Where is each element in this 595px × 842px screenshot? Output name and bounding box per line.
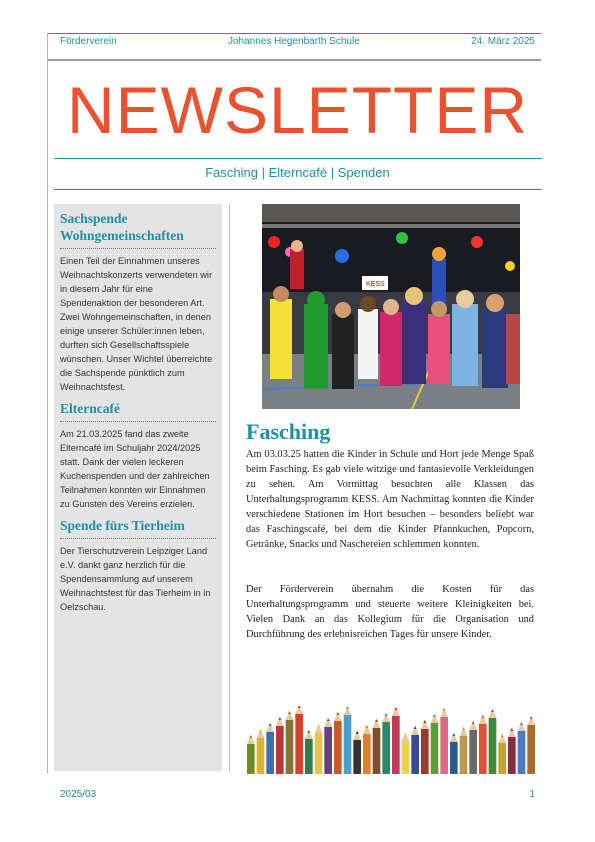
pencil [363, 725, 371, 774]
pencil [508, 728, 516, 774]
fasching-photo [262, 204, 520, 409]
pencil [460, 727, 468, 774]
sidebar-text-sachspende: Einen Teil der Einnahmen unseres Weihnachtskonzerts verwendeten wir in diesem Jahr für eine Spendenaktion der besonderen Art. Zwei Wohngemeinschaften, in denen einige unserer Schüler:innen leben, durften sich Gesellschaftsspiele wünschen. Unser Wichtel überreichte die Sachspende pünktlich zum Weihnachtsfest. [60, 256, 213, 392]
sidebar [54, 204, 222, 771]
subtitle-rule-top [54, 158, 542, 159]
pencil [295, 705, 303, 774]
pencil [411, 726, 419, 774]
sidebar-heading-tierheim: Spende fürs Tierheim [60, 518, 185, 533]
pencil [431, 714, 439, 774]
pencil [402, 732, 410, 774]
pencil [421, 720, 429, 774]
footer-issue: 2025/03 [60, 789, 97, 800]
sidebar-divider [60, 248, 216, 249]
pencil [266, 723, 274, 774]
pencil [392, 707, 400, 774]
article-heading: Fasching [246, 419, 331, 444]
page-footer [60, 789, 535, 803]
sidebar-text-tierheim: Der Tierschutzverein Leipziger Land e.V. dankt ganz herzlich für die Spendensammlung auf unserem Weihnachtsfest für das Tierheim in in Oelzschau. [60, 546, 211, 612]
pencil [257, 729, 265, 774]
pencil [305, 730, 313, 774]
header-top-line [47, 33, 541, 34]
pencil [382, 713, 390, 774]
pencil [450, 733, 458, 774]
pencil [373, 719, 381, 774]
kess-sign: KESS [366, 281, 385, 288]
pencil [276, 717, 284, 774]
page-header [60, 36, 535, 52]
pencil [489, 709, 497, 774]
article-paragraph-2: Der Förderverein übernahm die Kosten für das Unterhaltungsprogramm und steuerte weitere Kleinigkeiten bei. Vielen Dank an das Kollegium für die Organisation und Durchführung des erlebnisreichen Tages für unsere Kinder. [246, 584, 534, 640]
pencil [315, 724, 323, 774]
sidebar-divider [60, 538, 216, 539]
pencil [353, 731, 361, 774]
header-school: Johannes Hegenbarth Schule [228, 36, 360, 47]
pencil [527, 716, 535, 774]
sidebar-text-elterncafe: Am 21.03.2025 fand das zweite Elterncafé im Schuljahr 2024/2025 statt. Dank der vielen leckeren Kuchenspenden und der zahlreichen Teilnahmen konnten wir Einnahmen zu Gunsten des Vereins erzielen. [60, 429, 210, 509]
pencil [344, 706, 352, 774]
sidebar-heading-sachspende: Sachspende Wohngemeinschaften [60, 211, 184, 243]
pencil [247, 735, 255, 774]
pencil [518, 722, 526, 774]
article-paragraph-1: Am 03.03.25 hatten die Kinder in Schule und Hort jede Menge Spaß beim Fasching. Es gab viele witzige und fantasievolle Verkleidungen zu sehen. Am Vormittag besuchten alle Klassen das Unterhaltungsprogramm KESS. Am Nachmittag konnten die Kinder verschiedene Stationen im Hort besuchen – besonders beliebt war das Faschingscafé, bei dem die Kinder Pfannkuchen, Popcorn, Getränke, Snacks und Naschereien schlemmen konnten. [246, 449, 534, 550]
newsletter-subtitle: Fasching | Elterncafé | Spenden [205, 165, 390, 180]
footer-page-number: 1 [529, 789, 535, 800]
header-organization: Förderverein [60, 36, 117, 47]
pencil [334, 712, 342, 774]
pencil [324, 718, 332, 774]
column-divider [229, 204, 230, 772]
pencil [498, 734, 506, 774]
newsletter-title: NEWSLETTER [66, 73, 529, 147]
header-rule [47, 59, 541, 61]
pencil [440, 708, 448, 774]
colored-pencils-illustration [246, 702, 536, 774]
sidebar-divider [60, 421, 216, 422]
sidebar-heading-elterncafe: Elterncafé [60, 401, 120, 416]
pencil [479, 715, 487, 774]
header-date: 24. März 2025 [471, 36, 535, 47]
pencil [469, 721, 477, 774]
subtitle-rule-bottom [54, 189, 542, 190]
pencil [286, 711, 294, 774]
